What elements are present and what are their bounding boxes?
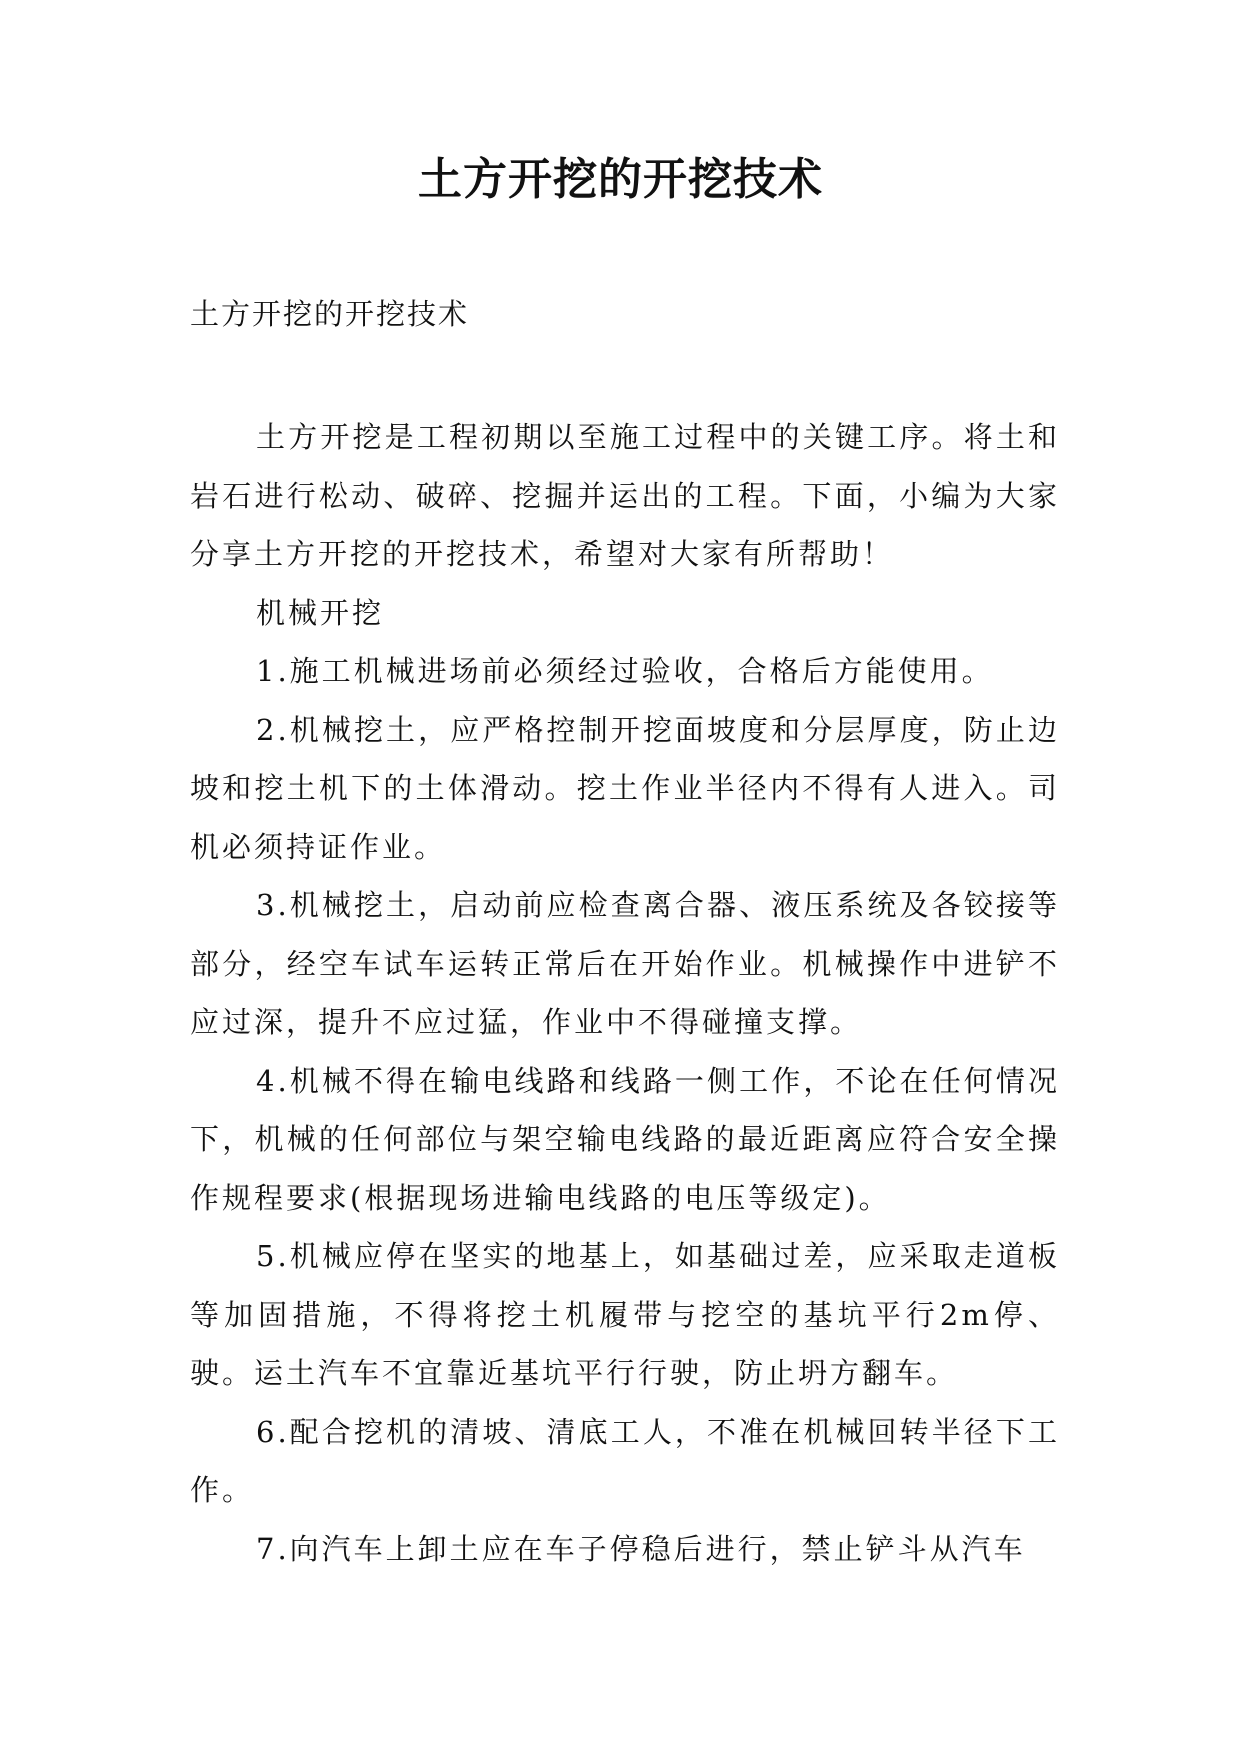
list-item: 7.向汽车上卸土应在车子停稳后进行，禁止铲斗从汽车 xyxy=(256,1531,1026,1566)
intro-paragraph: 土方开挖是工程初期以至施工过程中的关键工序。将土和岩石进行松动、破碎、挖掘并运出的工程。下面，小编为大家分享土方开挖的开挖技术，希望对大家有所帮助！ xyxy=(190,420,1060,571)
list-item: 3.机械挖土，启动前应检查离合器、液压系统及各铰接等部分，经空车试车运转正常后在开始作业。机械操作中进铲不应过深，提升不应过猛，作业中不得碰撞支撑。 xyxy=(190,888,1060,1039)
section-heading-mechanical-excavation: 机械开挖 xyxy=(256,595,385,630)
list-item: 4.机械不得在输电线路和线路一侧工作，不论在任何情况下，机械的任何部位与架空输电线路的最近距离应符合安全操作规程要求(根据现场进输电线路的电压等级定)。 xyxy=(190,1063,1060,1215)
document-subtitle: 土方开挖的开挖技术 xyxy=(190,297,470,331)
list-item: 1.施工机械进场前必须经过验收，合格后方能使用。 xyxy=(256,654,994,688)
document-title: 土方开挖的开挖技术 xyxy=(418,154,823,205)
list-item: 5.机械应停在坚实的地基上，如基础过差，应采取走道板等加固措施，不得将挖土机履带与挖空的基坑平行2m停、驶。运土汽车不宜靠近基坑平行行驶，防止坍方翻车。 xyxy=(190,1239,1060,1390)
list-item: 6.配合挖机的清坡、清底工人，不准在机械回转半径下工作。 xyxy=(190,1414,1060,1507)
document-body xyxy=(190,408,1060,1578)
list-item: 2.机械挖土，应严格控制开挖面坡度和分层厚度，防止边坡和挖土机下的土体滑动。挖土作业半径内不得有人进入。司机必须持证作业。 xyxy=(190,712,1060,864)
